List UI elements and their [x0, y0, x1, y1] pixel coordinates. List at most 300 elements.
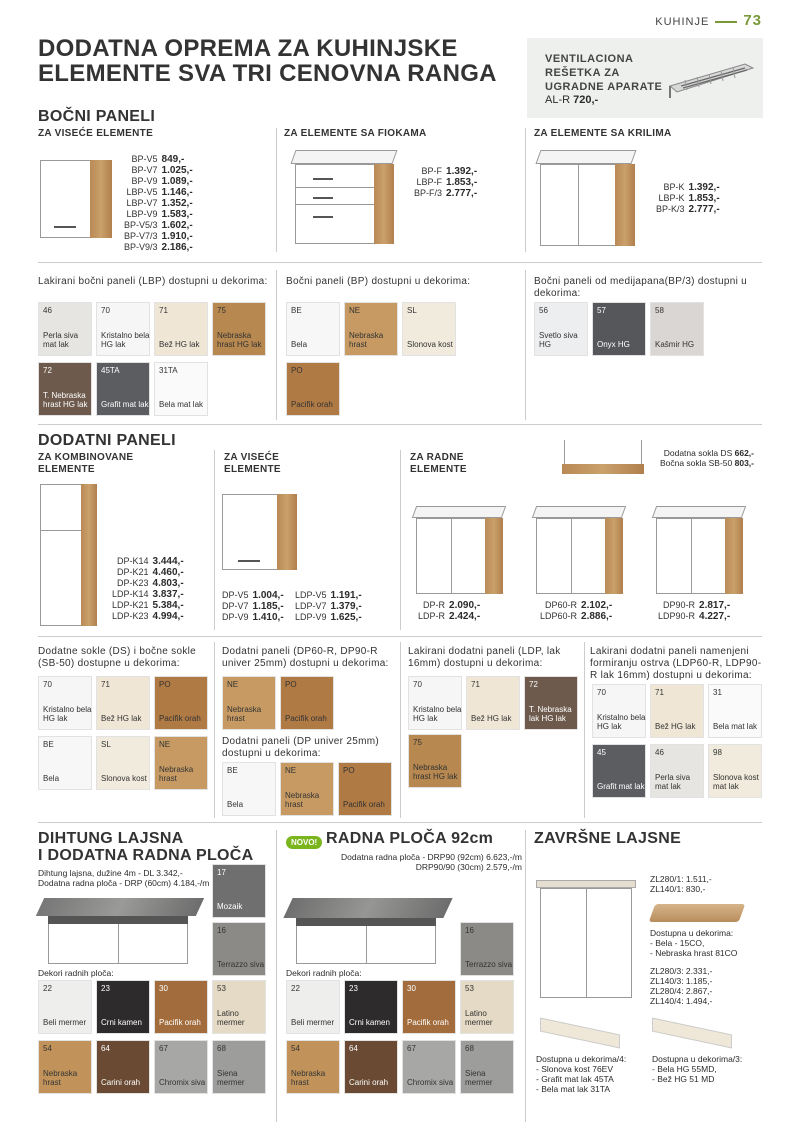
decor-swatch [212, 1040, 266, 1094]
decor-code: BE [43, 740, 54, 749]
decor-name: Carini orah [101, 1078, 141, 1087]
divider [525, 270, 526, 420]
price-list-r60 [540, 600, 612, 622]
dihtung-price-line: Dihtung lajsna, dužine 4m - DL 3.342,- [38, 868, 183, 878]
decor-name: Bela [43, 774, 60, 783]
decor-code: 54 [43, 1044, 52, 1053]
decor-swatch [286, 1040, 340, 1094]
decor-swatch [212, 302, 266, 356]
price-list-wall-ldp [295, 590, 362, 623]
price-value: 1.410,- [252, 612, 284, 623]
decor-swatch [286, 302, 340, 356]
decor-name: Chromix siva [407, 1078, 454, 1087]
ldp-decor-label: Lakirani dodatni paneli (LDP, lak 16mm) dostupni u dekorima: [408, 646, 561, 669]
decor-name: Pacifik orah [159, 714, 201, 723]
section-label: KUHINJE [655, 16, 710, 28]
decor-name: Onyx HG [597, 340, 630, 349]
decor-swatch [286, 980, 340, 1034]
decor-swatch [212, 922, 266, 976]
price-list-wall-dp [222, 590, 284, 623]
decor-name: Kristalno bela HG lak [43, 705, 92, 723]
decor-name: Nebraska hrast [291, 1069, 326, 1087]
bocni-col3-label: ZA ELEMENTE SA KRILIMA [534, 128, 672, 139]
zl-decor-line: - Bela mat lak 31TA [536, 1084, 611, 1094]
vent-price [545, 94, 598, 106]
decor-name: Grafit mat lak [101, 400, 149, 409]
decor-name: Mozaik [217, 902, 243, 911]
decor-swatch [466, 676, 520, 730]
decor-code: 58 [655, 306, 664, 315]
decor-code: NE [285, 766, 297, 775]
decor-swatch [96, 980, 150, 1034]
decor-name: Bela [227, 800, 244, 809]
decor-swatch [344, 302, 398, 356]
lbp-decor-label: Lakirani bočni paneli (LBP) dostupni u dekorima: [38, 276, 268, 287]
decor-name: Grafit mat lak [597, 782, 645, 791]
decor-code: 16 [217, 926, 226, 935]
divider [38, 424, 762, 425]
decor-name: Nebraska hrast [159, 765, 194, 783]
decor-swatch [154, 676, 208, 730]
divider [400, 450, 401, 630]
decor-swatch [222, 676, 276, 730]
price-value: 2.777,- [688, 204, 720, 215]
decor-code: 22 [43, 984, 52, 993]
decor-name: Bež HG lak [101, 714, 142, 723]
decor-name: Pacifik orah [159, 1018, 201, 1027]
zl-decor-line: - Bela HG 55MD, [652, 1064, 717, 1074]
decor-code: BE [291, 306, 302, 315]
decor-code: 70 [597, 688, 606, 697]
price-value: 2.186,- [161, 242, 193, 253]
decor-code: PO [291, 366, 303, 375]
price-code: LDP-K21 [112, 600, 149, 610]
price-value: 1.625,- [330, 612, 362, 623]
decor-swatch [212, 980, 266, 1034]
drp-price-line: Dodatna radna ploča - DRP (60cm) 4.184,-/m [38, 878, 210, 888]
price-list-r [418, 600, 480, 622]
price-value: 1.853,- [446, 177, 478, 188]
decor-swatch [154, 1040, 208, 1094]
decor-code: 54 [291, 1044, 300, 1053]
price-code: LBP-K [658, 193, 685, 203]
decor-name: Crni kamen [101, 1018, 142, 1027]
price-value: 1.392,- [446, 166, 478, 177]
decor-swatch [460, 980, 514, 1034]
decor-code: 71 [101, 680, 110, 689]
price-value: 1.910,- [161, 231, 193, 242]
decor-swatch [286, 362, 340, 416]
decor-swatch [650, 744, 704, 798]
price-code: BP-V9 [131, 176, 158, 186]
dihtung-heading [38, 830, 253, 864]
vent-code: AL-R [545, 94, 571, 106]
price-value: 4.460,- [152, 567, 184, 578]
bocni-heading: BOČNI PANELI [38, 108, 156, 125]
divider [214, 450, 215, 630]
decor-swatch [460, 922, 514, 976]
decor-name: Kristalno bela HG lak [597, 713, 646, 731]
drp90-price: Dodatna radna ploča - DRP90 (92cm) 6.623,-/m [341, 852, 522, 862]
zl-decor-2 [536, 1054, 626, 1094]
decor-name: Kašmir HG [655, 340, 695, 349]
price-code: DP-V9 [222, 612, 249, 622]
decor-name: Kristalno bela HG lak [413, 705, 462, 723]
price-code: BP-K/3 [656, 204, 685, 214]
radna-prices [326, 852, 522, 872]
price-value: 2.102,- [581, 600, 613, 611]
decor-swatch [402, 1040, 456, 1094]
decor-swatch [338, 762, 392, 816]
price-code: LDP-V9 [295, 612, 327, 622]
price-value: 4.803,- [152, 578, 184, 589]
decor-code: 23 [349, 984, 358, 993]
price-value: 2.424,- [449, 611, 481, 622]
decor-name: Terrazzo siva [217, 960, 265, 969]
price-value: 1.191,- [330, 590, 362, 601]
price-value: 1.004,- [252, 590, 284, 601]
price-value: 4.994,- [152, 611, 184, 622]
decor-name: Pacifik orah [343, 800, 385, 809]
decor-code: NE [349, 306, 361, 315]
divider [38, 822, 762, 823]
zl-decor-3 [652, 1054, 742, 1084]
decor-code: PO [159, 680, 171, 689]
decor-code: 57 [597, 306, 606, 315]
decor-swatch [460, 1040, 514, 1094]
price-code: BP-F [421, 166, 443, 176]
dodatni-r-label: ZA RADNE ELEMENTE [410, 452, 467, 475]
zl-prices-1 [650, 874, 712, 894]
vent-title: VENTILACIONA REŠETKA ZA UGRADNE APARATE [545, 53, 663, 93]
header-divider [715, 21, 737, 23]
decor-code: 31TA [159, 366, 178, 375]
price-value: 3.837,- [152, 589, 184, 600]
decor-swatch [524, 676, 578, 730]
decor-code: 72 [43, 366, 52, 375]
divider [276, 128, 277, 252]
price-value: 1.583,- [161, 209, 193, 220]
dihtung-heading-line1: DIHTUNG LAJSNA [38, 830, 184, 847]
zl2803-price: ZL280/3: 2.331,- [650, 966, 713, 976]
sb50-label: Bočna sokla SB-50 [659, 458, 733, 468]
decor-swatch [212, 864, 266, 918]
zl-prices-2 [650, 966, 712, 1006]
decor-swatch [96, 1040, 150, 1094]
bp-decor-label: Bočni paneli (BP) dostupni u dekorima: [286, 276, 471, 287]
decor-swatch [154, 302, 208, 356]
price-list-r90 [658, 600, 730, 622]
divider [38, 636, 762, 637]
zl-decor-line: Dostupna u dekorima: [650, 928, 734, 938]
price-list-drawer [414, 166, 477, 199]
decor-swatch [592, 684, 646, 738]
zl-decor-1 [650, 928, 737, 958]
zl-decor-line: Dostupna u dekorima/4: [536, 1054, 627, 1064]
decor-code: PO [343, 766, 355, 775]
price-code: DP90-R [663, 600, 696, 610]
decor-name: Beli mermer [291, 1018, 335, 1027]
price-code: LBP-V5 [126, 187, 158, 197]
price-code: LBP-V7 [126, 198, 158, 208]
decor-swatch [38, 1040, 92, 1094]
decor-swatch [344, 980, 398, 1034]
divider [584, 642, 585, 818]
price-value: 1.185,- [252, 601, 284, 612]
zl-decor-line: - Grafit mat lak 45TA [536, 1074, 614, 1084]
decor-swatch [38, 980, 92, 1034]
price-value: 849,- [161, 154, 185, 165]
zl-decor-line: Dostupna u dekorima/3: [652, 1054, 743, 1064]
decor-name: Nebraska hrast [43, 1069, 78, 1087]
decor-name: Nebraska hrast HG lak [217, 331, 262, 349]
dp-r-decor-label: Dodatni paneli (DP60-R, DP90-R univer 25mm) dostupni u dekorima: [222, 646, 389, 669]
vent-box [527, 38, 763, 118]
sb50-price: 803,- [734, 458, 754, 468]
decor-code: BE [227, 766, 238, 775]
price-list-door [656, 182, 720, 215]
decor-code: 56 [539, 306, 548, 315]
decor-name: Bež HG lak [159, 340, 200, 349]
decor-code: 45 [597, 748, 606, 757]
page-title: DODATNA OPREMA ZA KUHINJSKE ELEMENTE SVA TRI CENOVNA RANGA [38, 35, 497, 87]
decor-name: Crni kamen [349, 1018, 390, 1027]
price-value: 1.853,- [688, 193, 720, 204]
dihtung-dekori-label: Dekori radnih ploča: [38, 968, 114, 978]
decor-swatch [592, 302, 646, 356]
trim-image [652, 1017, 732, 1048]
decor-code: 45TA [101, 366, 120, 375]
price-code: BP-F/3 [414, 188, 443, 198]
price-code: BP-V7 [131, 165, 158, 175]
decor-code: 67 [159, 1044, 168, 1053]
decor-name: Slonova kost [101, 774, 147, 783]
decor-name: Siena mermer [465, 1069, 493, 1087]
price-value: 1.146,- [161, 187, 193, 198]
decor-code: PO [285, 680, 297, 689]
radna-dekori-label: Dekori radnih ploča: [286, 968, 362, 978]
decor-swatch [222, 762, 276, 816]
decor-code: 30 [159, 984, 168, 993]
radna-heading: RADNA PLOČA 92cm [326, 830, 494, 847]
dihtung-prices [38, 868, 209, 888]
decor-name: Bela mat lak [159, 400, 204, 409]
decor-name: Nebraska hrast [349, 331, 384, 349]
decor-swatch [534, 302, 588, 356]
price-value: 4.227,- [699, 611, 731, 622]
divider [38, 262, 762, 263]
decor-swatch [650, 302, 704, 356]
drp9090-price: DRP90/90 (30cm) 2.579,-/m [415, 862, 522, 872]
price-code: BP-V7/3 [124, 231, 158, 241]
decor-name: Siena mermer [217, 1069, 245, 1087]
divider [276, 270, 277, 420]
decor-code: 53 [217, 984, 226, 993]
decor-name: Latino mermer [465, 1009, 493, 1027]
price-value: 1.089,- [161, 176, 193, 187]
zl1401-price: ZL140/1: 830,- [650, 884, 706, 894]
decor-swatch [408, 676, 462, 730]
dihtung-heading-line2: I DODATNA RADNA PLOČA [38, 847, 254, 864]
decor-swatch [38, 736, 92, 790]
page-header [655, 12, 762, 29]
decor-code: 68 [465, 1044, 474, 1053]
decor-name: Pacifik orah [285, 714, 327, 723]
decor-name: Svetlo siva HG [539, 331, 578, 349]
decor-code: 75 [413, 738, 422, 747]
decor-name: Kristalno bela HG lak [101, 331, 150, 349]
price-code: LDP90-R [658, 611, 696, 621]
price-code: BP-V5/3 [124, 220, 158, 230]
decor-name: Pacifik orah [291, 400, 333, 409]
decor-code: 17 [217, 868, 226, 877]
decor-swatch [154, 362, 208, 416]
price-code: DP-V7 [222, 601, 249, 611]
decor-code: SL [407, 306, 417, 315]
decor-name: Bela [291, 340, 308, 349]
price-value: 1.025,- [161, 165, 193, 176]
decor-name: Pacifik orah [407, 1018, 449, 1027]
sokla-prices [654, 448, 754, 468]
price-code: LDP-R [418, 611, 446, 621]
decor-swatch [154, 736, 208, 790]
decor-name: Chromix siva [159, 1078, 206, 1087]
decor-name: T. Nebraska lak HG lak [529, 705, 572, 723]
price-code: DP-R [423, 600, 446, 610]
ldp-ostrvo-decor-label: Lakirani dodatni paneli namenjeni formiranju ostrva (LDP60-R, LDP90-R lak 16mm) dostupni u dekorima: [590, 646, 762, 681]
price-value: 2.886,- [581, 611, 613, 622]
decor-swatch [344, 1040, 398, 1094]
decor-code: 64 [349, 1044, 358, 1053]
price-code: DP-K23 [117, 578, 149, 588]
decor-name: T. Nebraska hrast HG lak [43, 391, 88, 409]
zl-decor-line: - Nebraska hrast 81CO [650, 948, 738, 958]
divider [400, 642, 401, 818]
zl-decor-line: - Bela - 15CO, [650, 938, 705, 948]
page-number: 73 [743, 12, 762, 29]
price-code: LDP-K23 [112, 611, 149, 621]
decor-code: 68 [217, 1044, 226, 1053]
zl2801-price: ZL280/1: 1.511,- [650, 874, 712, 884]
decor-code: 67 [407, 1044, 416, 1053]
zl1404-price: ZL140/4: 1.494,- [650, 996, 713, 1006]
decor-code: NE [159, 740, 171, 749]
price-list-wall [124, 154, 193, 253]
price-list-combined [112, 556, 184, 622]
decor-code: 31 [713, 688, 722, 697]
decor-swatch [96, 676, 150, 730]
vent-grille-image [665, 56, 755, 100]
ds-label: Dodatna sokla DS [663, 448, 733, 458]
dodatni-v-label: ZA VISEĆE ELEMENTE [224, 452, 281, 475]
decor-code: 75 [217, 306, 226, 315]
decor-code: 70 [101, 306, 110, 315]
decor-swatch [96, 736, 150, 790]
price-code: LBP-F [416, 177, 443, 187]
decor-name: Bež HG lak [655, 722, 696, 731]
decor-swatch [402, 302, 456, 356]
dodatni-k-label: ZA KOMBINOVANE ELEMENTE [38, 452, 134, 475]
ds-price: 662,- [734, 448, 754, 458]
decor-name: Nebraska hrast [285, 791, 320, 809]
decor-code: SL [101, 740, 111, 749]
price-code: LDP60-R [540, 611, 578, 621]
decor-name: Perla siva mat lak [43, 331, 79, 349]
price-value: 2.777,- [446, 188, 478, 199]
decor-swatch [650, 684, 704, 738]
decor-swatch [38, 302, 92, 356]
trim-image [540, 1017, 620, 1048]
divider [214, 642, 215, 818]
sokle-decor-label: Dodatne sokle (DS) i bočne sokle (SB-50) dostupne u dekorima: [38, 646, 197, 669]
price-value: 3.444,- [152, 556, 184, 567]
bp3-decor-label: Bočni paneli od medijapana(BP/3) dostupni u dekorima: [534, 276, 748, 299]
price-code: LDP-V5 [295, 590, 327, 600]
decor-name: Beli mermer [43, 1018, 87, 1027]
divider [525, 128, 526, 252]
decor-code: 23 [101, 984, 110, 993]
zl-decor-line: - Slonova kost 76EV [536, 1064, 614, 1074]
trim-image [649, 904, 746, 922]
price-code: DP-K21 [117, 567, 149, 577]
price-value: 2.817,- [699, 600, 731, 611]
decor-swatch [402, 980, 456, 1034]
decor-name: Nebraska hrast HG lak [413, 763, 458, 781]
decor-name: Bež HG lak [471, 714, 512, 723]
decor-swatch [408, 734, 462, 788]
price-code: BP-V5 [131, 154, 158, 164]
novo-badge [286, 832, 322, 850]
divider [525, 830, 526, 1122]
dp-decor-label: Dodatni paneli (DP univer 25mm) dostupni u dekorima: [222, 736, 379, 759]
dodatni-heading: DODATNI PANELI [38, 432, 176, 449]
decor-name: Terrazzo siva [465, 960, 513, 969]
price-value: 5.384,- [152, 600, 184, 611]
zl-decor-line: - Bež HG 51 MD [652, 1074, 715, 1084]
zl2804-price: ZL280/4: 2.867,- [650, 986, 713, 996]
price-code: BP-V9/3 [124, 242, 158, 252]
decor-swatch [280, 762, 334, 816]
price-code: LBP-V9 [126, 209, 158, 219]
price-code: BP-K [663, 182, 685, 192]
decor-code: 30 [407, 984, 416, 993]
decor-code: 46 [43, 306, 52, 315]
decor-code: 53 [465, 984, 474, 993]
decor-name: Perla siva mat lak [655, 773, 691, 791]
decor-code: 72 [529, 680, 538, 689]
decor-code: 70 [43, 680, 52, 689]
price-value: 2.090,- [449, 600, 481, 611]
decor-swatch [708, 684, 762, 738]
decor-code: 70 [413, 680, 422, 689]
price-code: LDP-K14 [112, 589, 149, 599]
price-value: 1.602,- [161, 220, 193, 231]
divider [276, 830, 277, 1122]
decor-swatch [154, 980, 208, 1034]
price-code: LDP-V7 [295, 601, 327, 611]
decor-code: NE [227, 680, 239, 689]
decor-code: 71 [655, 688, 664, 697]
decor-code: 46 [655, 748, 664, 757]
decor-code: 71 [159, 306, 168, 315]
decor-name: Latino mermer [217, 1009, 245, 1027]
price-value: 1.352,- [161, 198, 193, 209]
decor-code: 16 [465, 926, 474, 935]
decor-swatch [592, 744, 646, 798]
decor-code: 71 [471, 680, 480, 689]
bocni-col2-label: ZA ELEMENTE SA FIOKAMA [284, 128, 427, 139]
price-code: DP-K14 [117, 556, 149, 566]
